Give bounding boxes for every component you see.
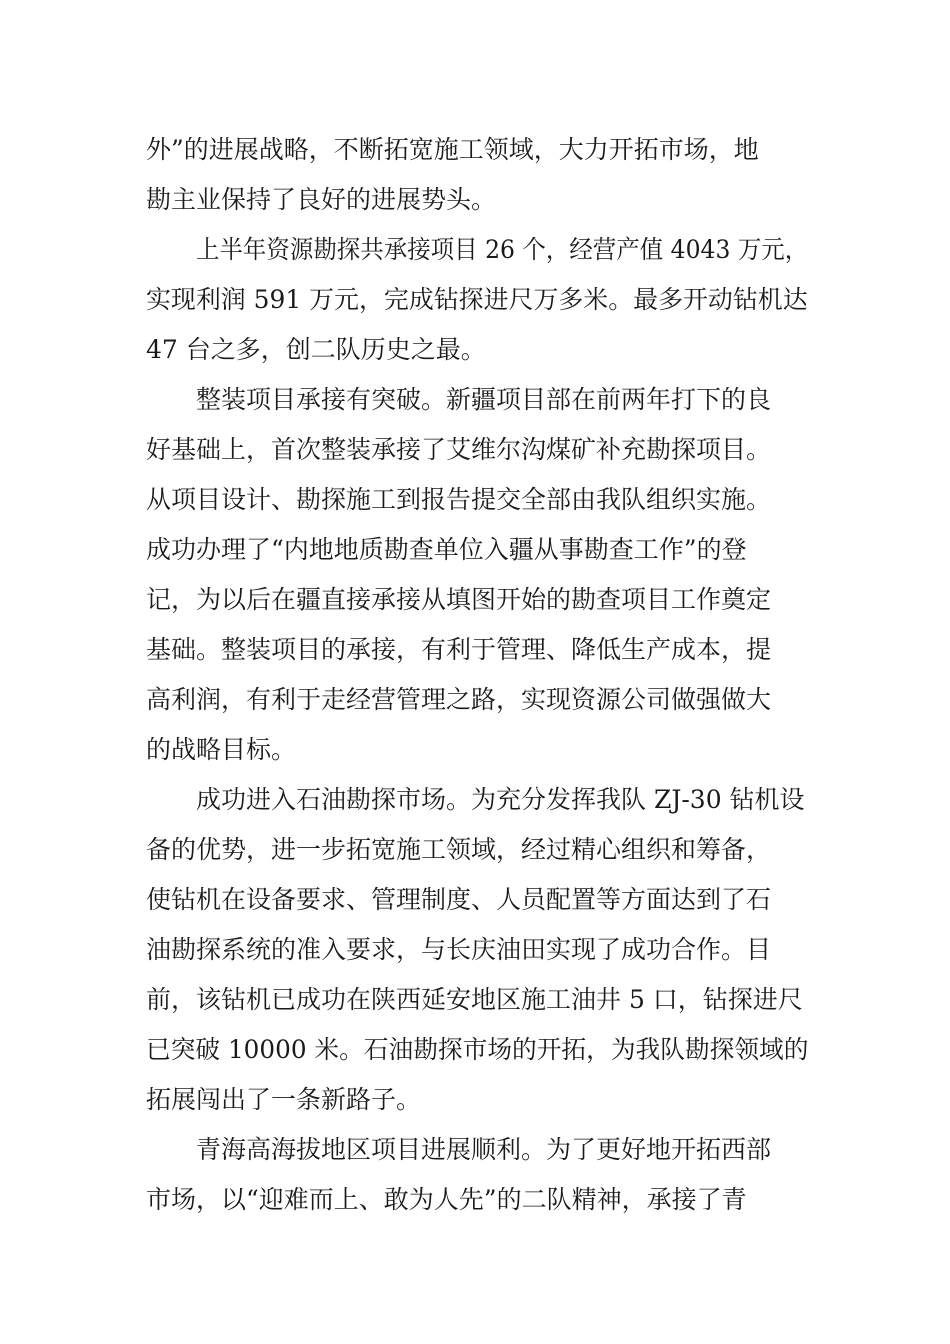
paragraph-line: 前，该钻机已成功在陕西延安地区施工油井 5 口，钻探进尺: [146, 985, 803, 1014]
paragraph-line: 高利润，有利于走经营管理之路，实现资源公司做强做大: [146, 685, 772, 714]
paragraph-line: 备的优势，进一步拓宽施工领域，经过精心组织和筹备，: [146, 835, 772, 864]
paragraph-line: 记，为以后在疆直接承接从填图开始的勘查项目工作奠定: [146, 585, 772, 614]
paragraph-line: 市场，以“迎难而上、敢为人先”的二队精神，承接了青: [146, 1185, 747, 1214]
paragraph-line: 已突破 10000 米。石油勘探市场的开拓，为我队勘探领域的: [146, 1035, 809, 1064]
paragraph-line: 47 台之多，创二队历史之最。: [146, 335, 486, 364]
paragraph-line: 外”的进展战略，不断拓宽施工领域，大力开拓市场，地: [146, 135, 759, 164]
paragraph-line: 使钻机在设备要求、管理制度、人员配置等方面达到了石: [146, 885, 772, 914]
paragraph-line: 整装项目承接有突破。新疆项目部在前两年打下的良: [196, 385, 772, 414]
paragraph-line: 成功办理了“内地地质勘查单位入疆从事勘查工作”的登: [146, 535, 747, 564]
paragraph-line: 成功进入石油勘探市场。为充分发挥我队 ZJ-30 钻机设: [196, 785, 805, 814]
paragraph-line: 拓展闯出了一条新路子。: [146, 1085, 422, 1114]
paragraph-line: 从项目设计、勘探施工到报告提交全部由我队组织实施。: [146, 485, 772, 514]
paragraph-line: 油勘探系统的准入要求，与长庆油田实现了成功合作。目: [146, 935, 772, 964]
paragraph-line: 实现利润 591 万元，完成钻探进尺万多米。最多开动钻机达: [146, 285, 808, 314]
paragraph-line: 上半年资源勘探共承接项目 26 个，经营产值 4043 万元，: [196, 235, 809, 264]
paragraph-line: 基础。整装项目的承接，有利于管理、降低生产成本，提: [146, 635, 772, 664]
paragraph-line: 的战略目标。: [146, 735, 297, 764]
paragraph-line: 勘主业保持了良好的进展势头。: [146, 185, 497, 214]
paragraph-line: 好基础上，首次整装承接了艾维尔沟煤矿补充勘探项目。: [146, 435, 772, 464]
paragraph-line: 青海高海拔地区项目进展顺利。为了更好地开拓西部: [196, 1135, 772, 1164]
